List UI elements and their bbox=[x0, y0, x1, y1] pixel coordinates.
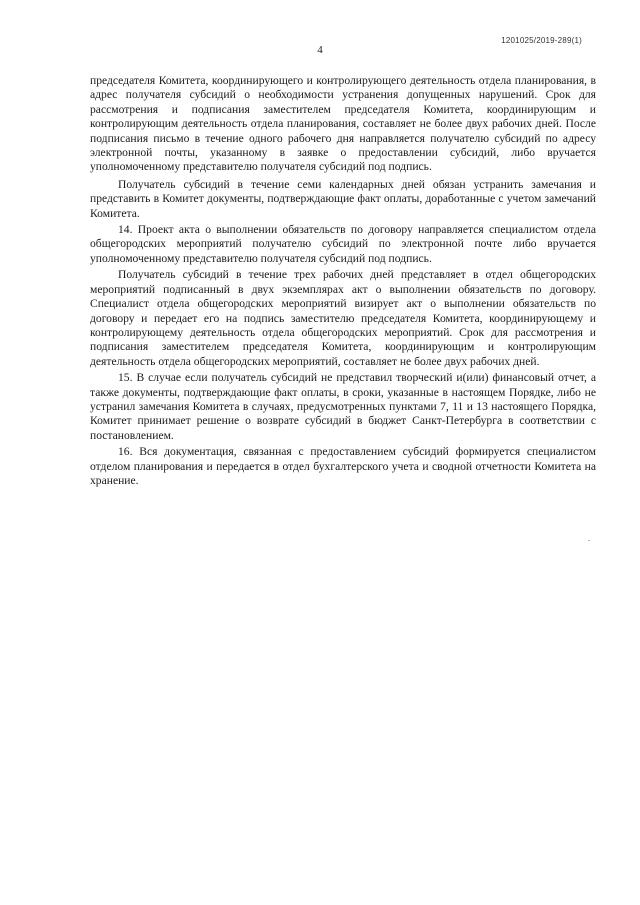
paragraph-remarks-deadline: Получатель субсидий в течение семи календарных дней обязан устранить замечания и представить в Комитет документы, подтверждающие факт оплаты, доработанные с учетом замечаний Комитета. bbox=[90, 177, 596, 220]
document-code: 1201025/2019-289(1) bbox=[501, 36, 582, 45]
page-number: 4 bbox=[317, 44, 323, 56]
paragraph-continuation: председателя Комитета, координирующего и контролирующего деятельность отдела планирования, в адрес получателя субсидий о необходимости устранения допущенных нарушений. Срок для рассмотрения и подписания заместителем председателя Комитета, координирующим и контролирующим деятельность отдела планирования, составляет не более двух рабочих дней. После подписания письмо в течение одного рабочего дня направляется получателю субсидий по адресу электронной почты, указанному в заявке о предоставлении субсидий, либо вручается уполномоченному представителю получателя субсидий под подпись. bbox=[90, 74, 596, 174]
paragraph-14: 14. Проект акта о выполнении обязательств по договору направляется специалистом отдела общегородских мероприятий получателю субсидий по электронной почте либо вручается уполномоченному представителю получателя субсидий под подпись. bbox=[90, 223, 596, 265]
paragraph-act-submission: Получатель субсидий в течение трех рабочих дней представляет в отдел общегородских мероприятий подписанный в двух экземплярах акт о выполнении обязательств по договору. Специалист отдела общегородских мероприятий визирует акт о выполнении обязательств по договору и передает его на подпись заместителю председателя Комитета, координирующему и контролирующему деятельность отдела общегородских мероприятий. Срок для рассмотрения и подписания заместителем председателя Комитета, координирующим и контролирующим деятельность отдела общегородских мероприятий, составляет не более двух рабочих дней. bbox=[90, 268, 596, 368]
paragraph-16: 16. Вся документация, связанная с предоставлением субсидий формируется специалистом отделом планирования и передается в отдел бухгалтерского учета и сводной отчетности Комитета на хранение. bbox=[90, 445, 596, 487]
document-body bbox=[90, 74, 596, 490]
paragraph-15: 15. В случае если получатель субсидий не представил творческий и(или) финансовый отчет, а также документы, подтверждающие факт оплаты, в сроки, указанные в настоящем Порядке, либо не устранил замечания Комитета в случаях, предусмотренных пунктами 7, 11 и 13 настоящего Порядка, Комитет принимает решение о возврате субсидий в бюджет Санкт-Петербурга в соответствии с постановлением. bbox=[90, 371, 596, 442]
scan-speck bbox=[588, 540, 590, 541]
